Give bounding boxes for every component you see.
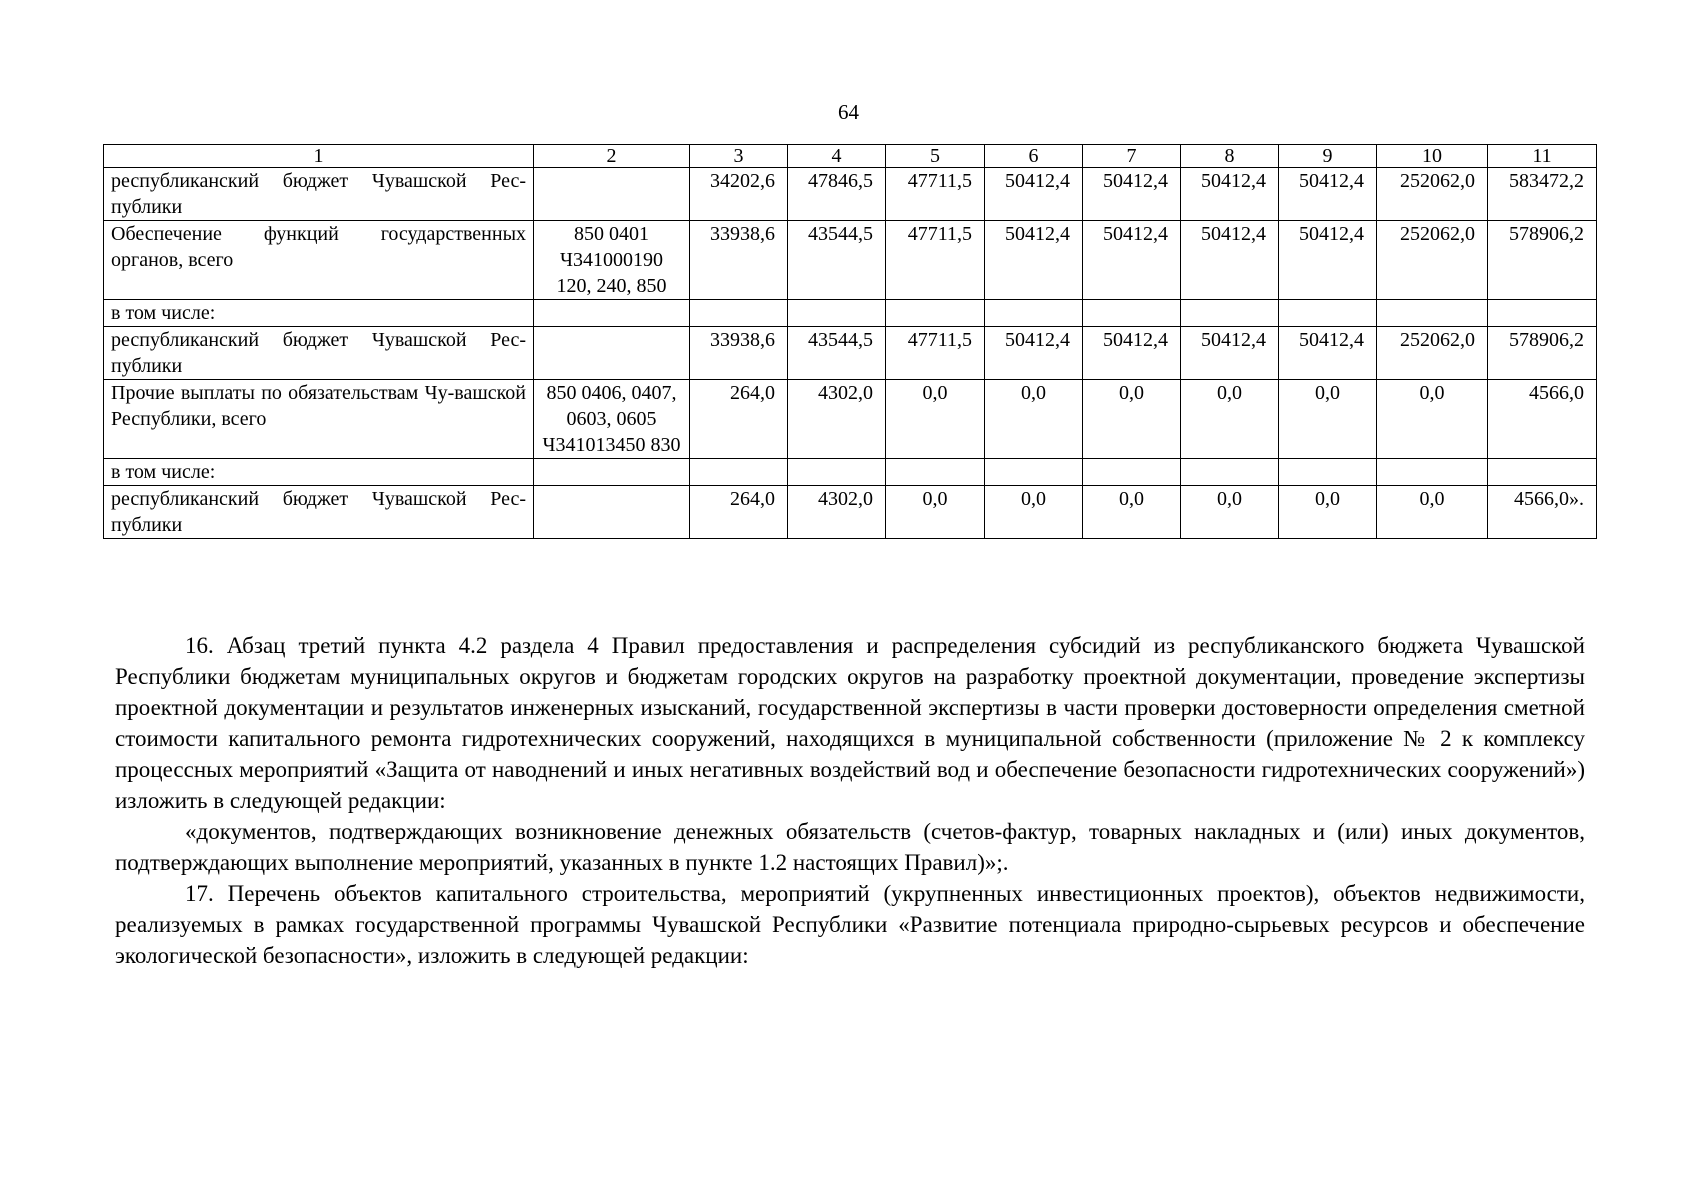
value-cell <box>690 300 788 327</box>
value-cell: 0,0 <box>985 380 1083 459</box>
value-cell: 0,0 <box>985 486 1083 539</box>
value-cell: 47711,5 <box>886 327 985 380</box>
row-label-cell: республиканский бюджет Чувашской Рес-публики <box>104 327 534 380</box>
value-cell: 264,0 <box>690 486 788 539</box>
value-cell <box>1377 300 1488 327</box>
value-cell: 43544,5 <box>788 327 886 380</box>
value-cell <box>1488 459 1597 486</box>
value-cell: 33938,6 <box>690 221 788 300</box>
paragraph: 17. Перечень объектов капитального строительства, мероприятий (укрупненных инвестиционных проектов), объектов недвижимости, реализуемых в рамках государственной программы Чувашской Республики «Развитие потенциала природно-сырьевых ресурсов и обеспечение экологической безопасности», изложить в следующей редакции: <box>115 881 1585 968</box>
value-cell: 50412,4 <box>1181 327 1279 380</box>
value-cell <box>1488 300 1597 327</box>
value-cell: 50412,4 <box>1083 327 1181 380</box>
value-cell: 264,0 <box>690 380 788 459</box>
table-row <box>104 327 1597 380</box>
header-cell: 6 <box>985 145 1083 168</box>
paragraph: 16. Абзац третий пункта 4.2 раздела 4 Правил предоставления и распределения субсидий из республиканского бюджета Чувашской Республики бюджетам муниципальных округов и бюджетам городских округов на разработку проектной документации, проведение экспертизы проектной документации и результатов инженерных изысканий, государственной экспертизы в части проверки достоверности определения сметной стоимости капитального ремонта гидротехнических сооружений, находящихся в муниципальной собственности (приложение № 2 к комплексу процессных мероприятий «Защита от наводнений и иных негативных воздействий вод и обеспечение безопасности гидротехнических сооружений») изложить в следующей редакции: <box>115 633 1585 813</box>
value-cell <box>1279 300 1377 327</box>
value-cell: 0,0 <box>1279 486 1377 539</box>
value-cell: 33938,6 <box>690 327 788 380</box>
table-row <box>104 300 1597 327</box>
value-cell: 4302,0 <box>788 380 886 459</box>
table-row <box>104 486 1597 539</box>
value-cell: 252062,0 <box>1377 221 1488 300</box>
value-cell: 4566,0». <box>1488 486 1597 539</box>
header-cell: 3 <box>690 145 788 168</box>
paragraph: «документов, подтверждающих возникновение денежных обязательств (счетов-фактур, товарных накладных и (или) иных документов, подтверждающих выполнение мероприятий, указанных в пункте 1.2 настоящих Правил)»;. <box>115 819 1585 875</box>
header-cell: 9 <box>1279 145 1377 168</box>
value-cell <box>1279 459 1377 486</box>
row-label-cell: Прочие выплаты по обязательствам Чу-вашской Республики, всего <box>104 380 534 459</box>
value-cell: 47711,5 <box>886 168 985 221</box>
budget-code-cell <box>534 300 690 327</box>
value-cell: 50412,4 <box>1083 221 1181 300</box>
value-cell: 47711,5 <box>886 221 985 300</box>
value-cell: 0,0 <box>1083 486 1181 539</box>
value-cell: 4566,0 <box>1488 380 1597 459</box>
value-cell: 578906,2 <box>1488 327 1597 380</box>
value-cell <box>690 459 788 486</box>
table-header-row <box>104 145 1597 168</box>
value-cell <box>886 300 985 327</box>
value-cell: 50412,4 <box>1279 168 1377 221</box>
value-cell: 578906,2 <box>1488 221 1597 300</box>
row-label-cell: Обеспечение функций государственных органов, всего <box>104 221 534 300</box>
page-number: 64 <box>838 100 859 124</box>
value-cell <box>1083 459 1181 486</box>
value-cell: 50412,4 <box>985 221 1083 300</box>
row-label-cell: в том числе: <box>104 300 534 327</box>
value-cell: 0,0 <box>1377 380 1488 459</box>
value-cell <box>1377 459 1488 486</box>
header-cell: 8 <box>1181 145 1279 168</box>
budget-code-cell <box>534 459 690 486</box>
row-label-cell: республиканский бюджет Чувашской Рес-публики <box>104 168 534 221</box>
value-cell <box>788 459 886 486</box>
value-cell <box>1181 459 1279 486</box>
value-cell <box>985 459 1083 486</box>
value-cell: 34202,6 <box>690 168 788 221</box>
value-cell <box>1083 300 1181 327</box>
value-cell: 50412,4 <box>1279 327 1377 380</box>
budget-code-cell <box>534 486 690 539</box>
budget-table <box>103 144 1597 539</box>
value-cell: 0,0 <box>1377 486 1488 539</box>
value-cell: 0,0 <box>1279 380 1377 459</box>
budget-code-cell <box>534 327 690 380</box>
header-cell: 10 <box>1377 145 1488 168</box>
value-cell: 43544,5 <box>788 221 886 300</box>
budget-code-cell: 850 0406, 0407, 0603, 0605 Ч341013450 830 <box>534 380 690 459</box>
value-cell: 583472,2 <box>1488 168 1597 221</box>
table-row <box>104 168 1597 221</box>
budget-code-cell <box>534 168 690 221</box>
table-row <box>104 459 1597 486</box>
row-label-cell: в том числе: <box>104 459 534 486</box>
value-cell: 50412,4 <box>1181 221 1279 300</box>
value-cell <box>1181 300 1279 327</box>
value-cell: 50412,4 <box>1279 221 1377 300</box>
table-row <box>104 221 1597 300</box>
value-cell <box>788 300 886 327</box>
budget-code-cell: 850 0401 Ч341000190 120, 240, 850 <box>534 221 690 300</box>
row-label-cell: республиканский бюджет Чувашской Рес-публики <box>104 486 534 539</box>
value-cell: 47846,5 <box>788 168 886 221</box>
table-row <box>104 380 1597 459</box>
value-cell: 50412,4 <box>1083 168 1181 221</box>
header-cell: 11 <box>1488 145 1597 168</box>
value-cell: 50412,4 <box>985 168 1083 221</box>
header-cell: 1 <box>104 145 534 168</box>
value-cell <box>886 459 985 486</box>
value-cell: 0,0 <box>1181 486 1279 539</box>
value-cell: 0,0 <box>1181 380 1279 459</box>
header-cell: 2 <box>534 145 690 168</box>
header-cell: 5 <box>886 145 985 168</box>
value-cell <box>985 300 1083 327</box>
value-cell: 0,0 <box>886 486 985 539</box>
document-text <box>115 630 1585 971</box>
value-cell: 252062,0 <box>1377 327 1488 380</box>
header-cell: 4 <box>788 145 886 168</box>
header-cell: 7 <box>1083 145 1181 168</box>
value-cell: 0,0 <box>886 380 985 459</box>
value-cell: 50412,4 <box>1181 168 1279 221</box>
value-cell: 0,0 <box>1083 380 1181 459</box>
value-cell: 50412,4 <box>985 327 1083 380</box>
value-cell: 252062,0 <box>1377 168 1488 221</box>
value-cell: 4302,0 <box>788 486 886 539</box>
